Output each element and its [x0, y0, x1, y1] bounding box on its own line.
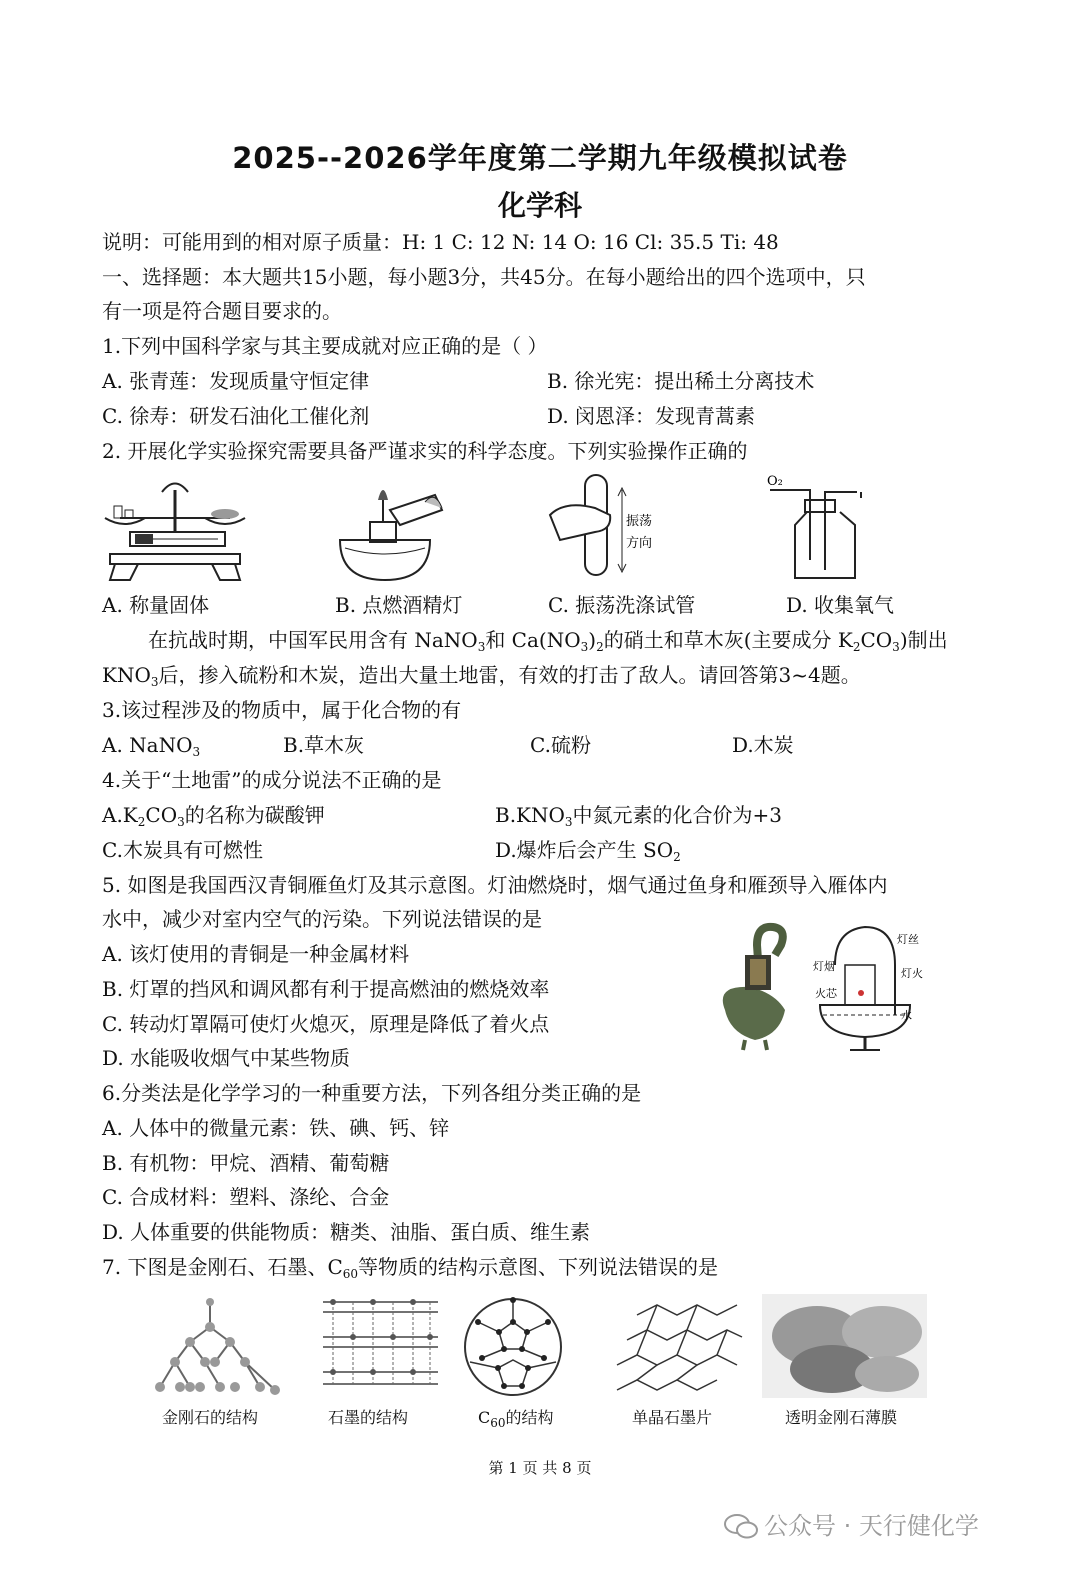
q5-option-c: C. 转动灯罩隔可使灯火熄灭，原理是降低了着火点 — [102, 1012, 550, 1036]
q4-option-c: C.木炭具有可燃性 — [102, 838, 263, 862]
watermark: 公众号 · 天行健化学 — [724, 1506, 979, 1541]
caption-graphite: 石墨的结构 — [328, 1408, 409, 1427]
q3-option-c: C.硫粉 — [530, 733, 591, 757]
passage-line-1: 在抗战时期，中国军民用含有 NaNO$_3$和 $Ca(NO_3)_2$的硝土和草木灰(主要成分 $K_2CO_3$)制出 — [148, 628, 948, 654]
atomic-mass-note: 说明：可能用到的相对原子质量：H: 1 C: 12 N: 14 O: 16 Cl: 35.5 Ti: 48 — [102, 230, 779, 254]
q2-stem: 2. 开展化学实验探究需要具备严谨求实的科学态度。下列实验操作正确的 — [102, 439, 748, 463]
q3-option-b: B.草木灰 — [283, 733, 365, 757]
q3-option-d: D.木炭 — [732, 733, 794, 757]
exam-title: 2025--2026学年度第二学期九年级模拟试卷 — [232, 141, 848, 175]
c60-structure-figure — [458, 1292, 568, 1402]
alcohol-lamp-figure — [330, 470, 450, 585]
shaking-test-tube-figure — [540, 470, 670, 585]
wechat-icon — [724, 1513, 758, 1539]
q1-option-c: C. 徐寿：研发石油化工催化剂 — [102, 404, 370, 428]
q4-stem: 4.关于“土地雷”的成分说法不正确的是 — [102, 768, 442, 792]
caption-c60: $C_{60}$的结构 — [478, 1408, 554, 1430]
caption-diamond: 金刚石的结构 — [162, 1408, 259, 1427]
passage-line-2: $KNO_3$后，掺入硫粉和木炭，造出大量土地雷，有效的打击了敌人。请回答第3~4题。 — [102, 663, 861, 689]
gas-bottle-figure — [765, 470, 865, 585]
q4-option-d: D.爆炸后会产生 $SO_2$ — [495, 838, 681, 864]
q1-option-d: D. 闵恩泽：发现青蒿素 — [547, 404, 756, 428]
graphite-structure-figure — [318, 1292, 443, 1402]
q7-stem: 7. 下图是金刚石、石墨、$C_{60}$等物质的结构示意图、下列说法错误的是 — [102, 1255, 719, 1281]
q4-option-a: $A.K_2CO_3$的名称为碳酸钾 — [102, 803, 325, 829]
q6-option-d: D. 人体重要的供能物质：糖类、油脂、蛋白质、维生素 — [102, 1220, 591, 1244]
bronze-lamp-figure — [705, 915, 935, 1055]
shake-label-2: 方向 — [626, 536, 653, 551]
q2-option-d: D. 收集氧气 — [786, 593, 895, 617]
shake-label-1: 振荡 — [626, 514, 653, 529]
page-footer: 第 1 页 共 8 页 — [488, 1459, 592, 1477]
lamp-label-4: 火芯 — [815, 987, 837, 1000]
q3-option-a: A. NaNO$_3$ — [102, 733, 201, 759]
q5-option-d: D. 水能吸收烟气中某些物质 — [102, 1046, 351, 1070]
q2-option-a: A. 称量固体 — [102, 593, 210, 617]
q6-option-a: A. 人体中的微量元素：铁、碘、钙、锌 — [102, 1116, 450, 1140]
q2-option-b: B. 点燃酒精灯 — [335, 593, 463, 617]
caption-graphene: 单晶石墨片 — [632, 1408, 713, 1427]
q5-stem-2: 水中，减少对室内空气的污染。下列说法错误的是 — [102, 907, 542, 931]
q6-option-c: C. 合成材料：塑料、涤纶、合金 — [102, 1185, 390, 1209]
graphene-sheet-figure — [612, 1295, 747, 1400]
q1-option-a: A. 张青莲：发现质量守恒定律 — [102, 369, 370, 393]
lamp-label-1: 灯丝 — [897, 933, 919, 946]
lamp-label-2: 灯烟 — [813, 960, 835, 973]
o2-label: O₂ — [767, 474, 783, 489]
balance-figure — [100, 470, 250, 585]
section-instructions-2: 有一项是符合题目要求的。 — [102, 299, 342, 323]
diamond-structure-figure — [145, 1292, 285, 1402]
q5-stem-1: 5. 如图是我国西汉青铜雁鱼灯及其示意图。灯油燃烧时，烟气通过鱼身和雁颈导入雁体内 — [102, 873, 888, 897]
lamp-label-3: 灯火 — [901, 967, 923, 980]
lamp-label-5: 水 — [901, 1009, 912, 1022]
q6-option-b: B. 有机物：甲烷、酒精、葡萄糖 — [102, 1151, 390, 1175]
q4-option-b: $B.KNO_3$中氮元素的化合价为+3 — [495, 803, 783, 829]
caption-diamond-film: 透明金刚石薄膜 — [785, 1408, 898, 1427]
q3-stem: 3.该过程涉及的物质中，属于化合物的有 — [102, 698, 462, 722]
diamond-film-photo — [762, 1294, 927, 1398]
q2-option-c: C. 振荡洗涤试管 — [548, 593, 696, 617]
q6-stem: 6.分类法是化学学习的一种重要方法，下列各组分类正确的是 — [102, 1081, 642, 1105]
section-instructions-1: 一、选择题：本大题共15小题，每小题3分，共45分。在每小题给出的四个选项中，只 — [102, 265, 866, 289]
q1-option-b: B. 徐光宪：提出稀土分离技术 — [547, 369, 815, 393]
subject-title: 化学科 — [497, 189, 582, 222]
q5-option-a: A. 该灯使用的青铜是一种金属材料 — [102, 942, 410, 966]
q1-stem: 1.下列中国科学家与其主要成就对应正确的是（ ） — [102, 334, 548, 358]
q5-option-b: B. 灯罩的挡风和调风都有利于提高燃油的燃烧效率 — [102, 977, 550, 1001]
